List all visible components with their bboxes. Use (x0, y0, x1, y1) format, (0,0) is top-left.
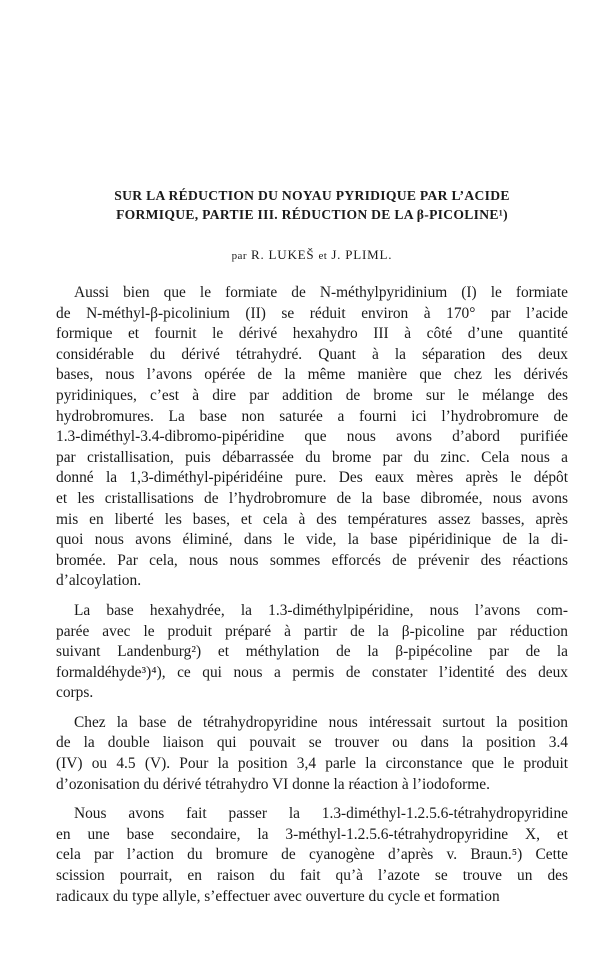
text-line: radicaux du type allyle, s’effectuer avec ouverture du cycle et formation (56, 887, 500, 905)
title-line-1: SUR LA RÉDUCTION DU NOYAU PYRIDIQUE PAR L’ACIDE (114, 188, 510, 203)
title-line-2: FORMIQUE, PARTIE III. RÉDUCTION DE LA β-PICOLINE¹) (116, 207, 508, 222)
text-line: bromée. Par cela, nous nous sommes efforcés de prévenir des réactions (56, 551, 568, 569)
author-2: J. PLIML. (331, 247, 393, 262)
text-line: et les cristallisations de l’hydrobromure de la base dibromée, nous avons (56, 489, 568, 507)
text-line: d’alcoylation. (56, 572, 142, 590)
byline-prefix: par (231, 250, 247, 262)
text-line: en une base secondaire, la 3-méthyl-1.2.5.6-tétrahydropyridine X, et (56, 825, 568, 843)
text-line: 1.3-diméthyl-3.4-dibromo-pipéridine que nous avons d’abord purifiée (56, 428, 568, 446)
author-1: R. LUKEŠ (250, 247, 315, 262)
text-line: suivant Landenburg²) et méthylation de la β-pipécoline par de la (56, 643, 568, 661)
text-line: formaldéhyde³)⁴), ce qui nous a permis de constater l’identité des deux (56, 663, 568, 681)
byline-conjunction: et (318, 250, 328, 262)
author-byline (56, 247, 568, 263)
text-line: de la double liaison qui pouvait se trouver ou dans la position 3.4 (56, 734, 568, 752)
text-line: considérable du dérivé tétrahydré. Quant à la séparation des deux (56, 345, 568, 363)
text-line: bases, nous l’avons opérée de la même manière que chez les dérivés (56, 366, 568, 384)
text-line: mis en liberté les bases, et cela à des températures assez basses, après (56, 510, 568, 528)
paragraph (56, 713, 568, 795)
text-line: donné la 1,3-diméthyl-pipéridéine pure. Des eaux mères après le dépôt (56, 469, 568, 487)
paragraph (56, 804, 568, 907)
text-line: scission pourrait, en raison du fait qu’à l’azote se trouve un des (56, 867, 568, 885)
text-line: Chez la base de tétrahydropyridine nous intéressait surtout la position (74, 713, 568, 731)
text-line: (IV) ou 4.5 (V). Pour la position 3,4 parle la circonstance que le produit (56, 755, 568, 773)
paragraph (56, 601, 568, 704)
text-line: hydrobromures. La base non saturée a fourni ici l’hydrobromure de (56, 407, 568, 425)
text-line: pyridiniques, c’est à dire par addition de brome sur le mélange des (56, 386, 568, 404)
text-line: parée avec le produit préparé à partir de la β-picoline par réduction (56, 622, 568, 640)
article-body (56, 283, 568, 907)
text-line: d’ozonisation du dérivé tétrahydro VI donne la réaction à l’iodoforme. (56, 775, 490, 793)
text-line: par cristallisation, puis débarrassée du brome par du zinc. Cela nous a (56, 448, 568, 466)
article-page (56, 186, 568, 916)
paragraph (56, 283, 568, 592)
text-line: de N-méthyl-β-picolinium (II) se réduit environ à 170° par l’acide (56, 304, 568, 322)
text-line: quoi nous avons éliminé, dans le vide, la base pipéridinique de la di- (56, 531, 568, 549)
text-line: formique et fournit le dérivé hexahydro III à côté d’une quantité (56, 325, 568, 343)
text-line: La base hexahydrée, la 1.3-diméthylpipéridine, nous l’avons com- (74, 601, 568, 619)
text-line: cela par l’action du bromure de cyanogène d’après v. Braun.⁵) Cette (56, 846, 568, 864)
text-line: corps. (56, 684, 94, 702)
text-line: Nous avons fait passer la 1.3-diméthyl-1.2.5.6-tétrahydropyridine (74, 805, 568, 823)
article-title (56, 186, 568, 224)
text-line: Aussi bien que le formiate de N-méthylpyridinium (I) le formiate (74, 284, 568, 301)
